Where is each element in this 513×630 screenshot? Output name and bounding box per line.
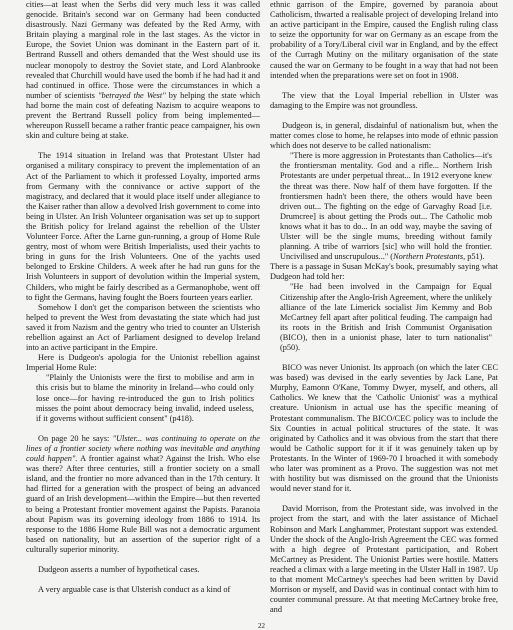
right-q1-tail: , p51). <box>463 252 485 262</box>
left-paragraph-5 <box>26 434 260 555</box>
left-paragraph-1 <box>26 0 260 141</box>
left-p1-tail: by helping the state which had borne the main cost of defeating Nazism to acquire weapons to prevent the Bertrand Russell policy from being implemented—whereupon Russell became a rather frantic peace campaigner, his own skin and culture being at stake. <box>26 90 260 141</box>
left-block-quote: "Plainly the Unionists were the first to mobilise and arm in this crisis but to blame the minority in Ireland—who could only lose once—for having re-introduced the gun to Irish politics misses the point about democracy being invalid, indeed useless, if it governs without sufficient consent" (p418). <box>36 373 254 423</box>
right-column <box>270 0 498 615</box>
left-paragraph-7: A very arguable case is that Ulsterish conduct as a kind of <box>38 585 231 595</box>
right-paragraph-6: David Morrison, from the Protestant side, was involved in the project from the start, and with the later assistance of Michael Robinson and Mark Langhammer, Protestant support was extended. Under the shock of the Anglo-Irish Agreement the CEC was formed with a high degree of Protestant participation, and Robert McCartney as President. The Unionist Parties were hostile. Matters reached a climax with a large meeting in the Ulster Hall in 1987. Up to that moment McCartney's speeches had been written by David Morrison or myself, and David was in continual contact with him to counter communal pressure. At that meeting McCartney broke free, and <box>270 504 498 615</box>
right-paragraph-2: The view that the Loyal Imperial rebellion in Ulster was damaging to the Empire was not groundless. <box>270 90 498 110</box>
right-paragraph-3: Dudgeon is, in general, disdainful of nationalism but, when the matter comes close to home, he relapses into mode of ethnic passion which does not deserve to be called nationalism: <box>270 120 498 151</box>
left-paragraph-4: Here is Dudgeon's apologia for the Unionist rebellion against Imperial Home Rule: <box>26 353 260 373</box>
northern-protestants-title: Northern Protestants <box>393 252 464 262</box>
left-paragraph-2: The 1914 situation in Ireland was that Protestant Ulster had organised a military conspiracy to prevent the implementation of an Act of the Parliament to which it professed Loyalty, imported arms from Germany with the connivance or active support of the magistracy, and declared that it would place itself under allegiance to the Kaiser rather than allow a devolved Irish government to come into being in Ulster. An Irish Volunteer organisation was set up to support the British policy for Ireland against the rebellion of the Ulster Volunteer Force. After the Larne gun-running, a group of Home Rule gentry, most of whom were British Imperialists, used their yachts to bring in guns for the Irish Volunteers. One of the yachts used belonged to Erskine Childers. A week after he had run guns for the Irish Volunteers in support of devolution within the Imperial system, Childers, who might be fairly described as a Germanophobe, went off to fight the Germans, having fought the Boers fourteen years earlier. <box>26 151 260 302</box>
left-p5-tail: A frontier against what? Against the Irish. Who else was there? After three centuries, still a frontier society on a small island, and the frontier no more advanced than in the 17th century. It had flirted for a generation with the prospect of being an advanced guard of an Irish development—within the Empire—but then reverted to being a Protestant frontier movement against the Papists. Paranoia about Papism was its governing ideology from 1886 to 1914. Its response to the 1886 Home Rule Bill was not a democratic argument based on nationality, but an assertion of the superior right of a culturally superior minority. <box>26 454 260 554</box>
left-column <box>26 0 260 595</box>
left-p5-head: On page 20 he says: <box>38 433 113 443</box>
right-q1-text: "There is more aggression in Protestants than Catholics—it's the frontiersman mentality. God and a rifle... Northern Irish Protestants are under perpetual threat... In 1912 everyone knew the threat was there. Now half of them have forgotten. If the frontiersmen hadn't been there, the others would have been driven out... The fighting on the edge of Garvaghy Road [i.e. Drumcree] is about getting the Prods out... The Catholic mob knows what it has to do... In an odd way, maybe the saving of Ulster will be the single mums, breeding without family planning. A tribe of warriors [sic] who will hold the frontier. Uncivilised and unscrupulous..." ( <box>280 151 492 262</box>
frontier-society-quote: "Ulster... was continuing to operate on the lines of a frontier society where nothing was inevitable and anything could happen". <box>26 433 260 464</box>
right-block-quote-1 <box>280 151 492 262</box>
left-p1-text: cities—at least when the Serbs did very much less it was called genocide. Britain's second war on Germany had been conducted disastrously. Nazi Germany was defeated by the Red Army, with Britain playing a marginal role in the last stages. As the victor in Europe, the Soviet Union was dominant in the Eastern part of it. Bertrand Russell and others demanded that the West should use its nuclear monopoly to destroy the Soviet state, and Lord Alanbrooke revealed that Churchill would have used the bomb if he had had it and had continued in office. Those were the circumstances in which a number of scientists <box>26 0 260 100</box>
betrayed-the-west-quote: "betrayed the West" <box>97 90 166 100</box>
right-block-quote-2: "He had been involved in the Campaign for Equal Citizenship after the Anglo-Irish Agreement, where the unlikely alliance of the late Limerick socialist Jim Kemmy and Bob McCartney fell apart after political feuding. The campaign had its roots in the British and Irish Communist Organisation (BICO), then in a unionist phase, later to turn nationalist" (p50). <box>280 282 492 352</box>
left-paragraph-3: Somehow I don't get the comparison between the scientists who helped to prevent the West from devastating the state which had just saved it from Nazism and the gentry who tried to counter an Ulsterish rebellion against an Act of Parliament designed to develop Ireland into an active participant in the Empire. <box>26 302 260 353</box>
left-paragraph-6: Dudgeon asserts a number of hypothetical cases. <box>38 564 200 574</box>
right-paragraph-4: There is a passage in Susan McKay's book, presumably saying what Dudgeon had told her: <box>270 262 498 282</box>
page-number: 22 <box>258 622 265 630</box>
right-paragraph-5: BICO was never Unionist. Its approach (on which the later CEC was based) was devised in the early seventies by Jack Lane, Pat Murphy, Eamonn O'Kane, Tommy Dwyer, myself, and others, all Catholics. We knew that the 'Catholic Unionist' was a mythical creature. Unionism in actual use has the specific meaning of Protestant communalism. The BICO/CEC policy was to include the Six Counties in actual political structures of the state. It was originated by Catholics and it was obvious from the start that there would be Catholic support for it if it was genuinely taken up by Protestants. In the Winter of 1969-70 I broached it with somebody who later was prominent as a Provo. The suggestion was not met with hostility but was dismissed on the ground that the Unionists would never stand for it. <box>270 363 498 494</box>
right-paragraph-1: ethnic garrison of the Empire, governed by paranoia about Catholicism, thwarted a realisable project of developing Ireland into an active participant in the Empire, caused the English ruling class to seize the opportunity for war on Germany as an escape from the probability of a Tory/Liberal civil war in England, and by the effect of the Curragh Mutiny on the military organisation of the state caused the war on Germany to be fought in a way that had not been intended when the preparations were set on foot in 1908. <box>270 0 498 80</box>
